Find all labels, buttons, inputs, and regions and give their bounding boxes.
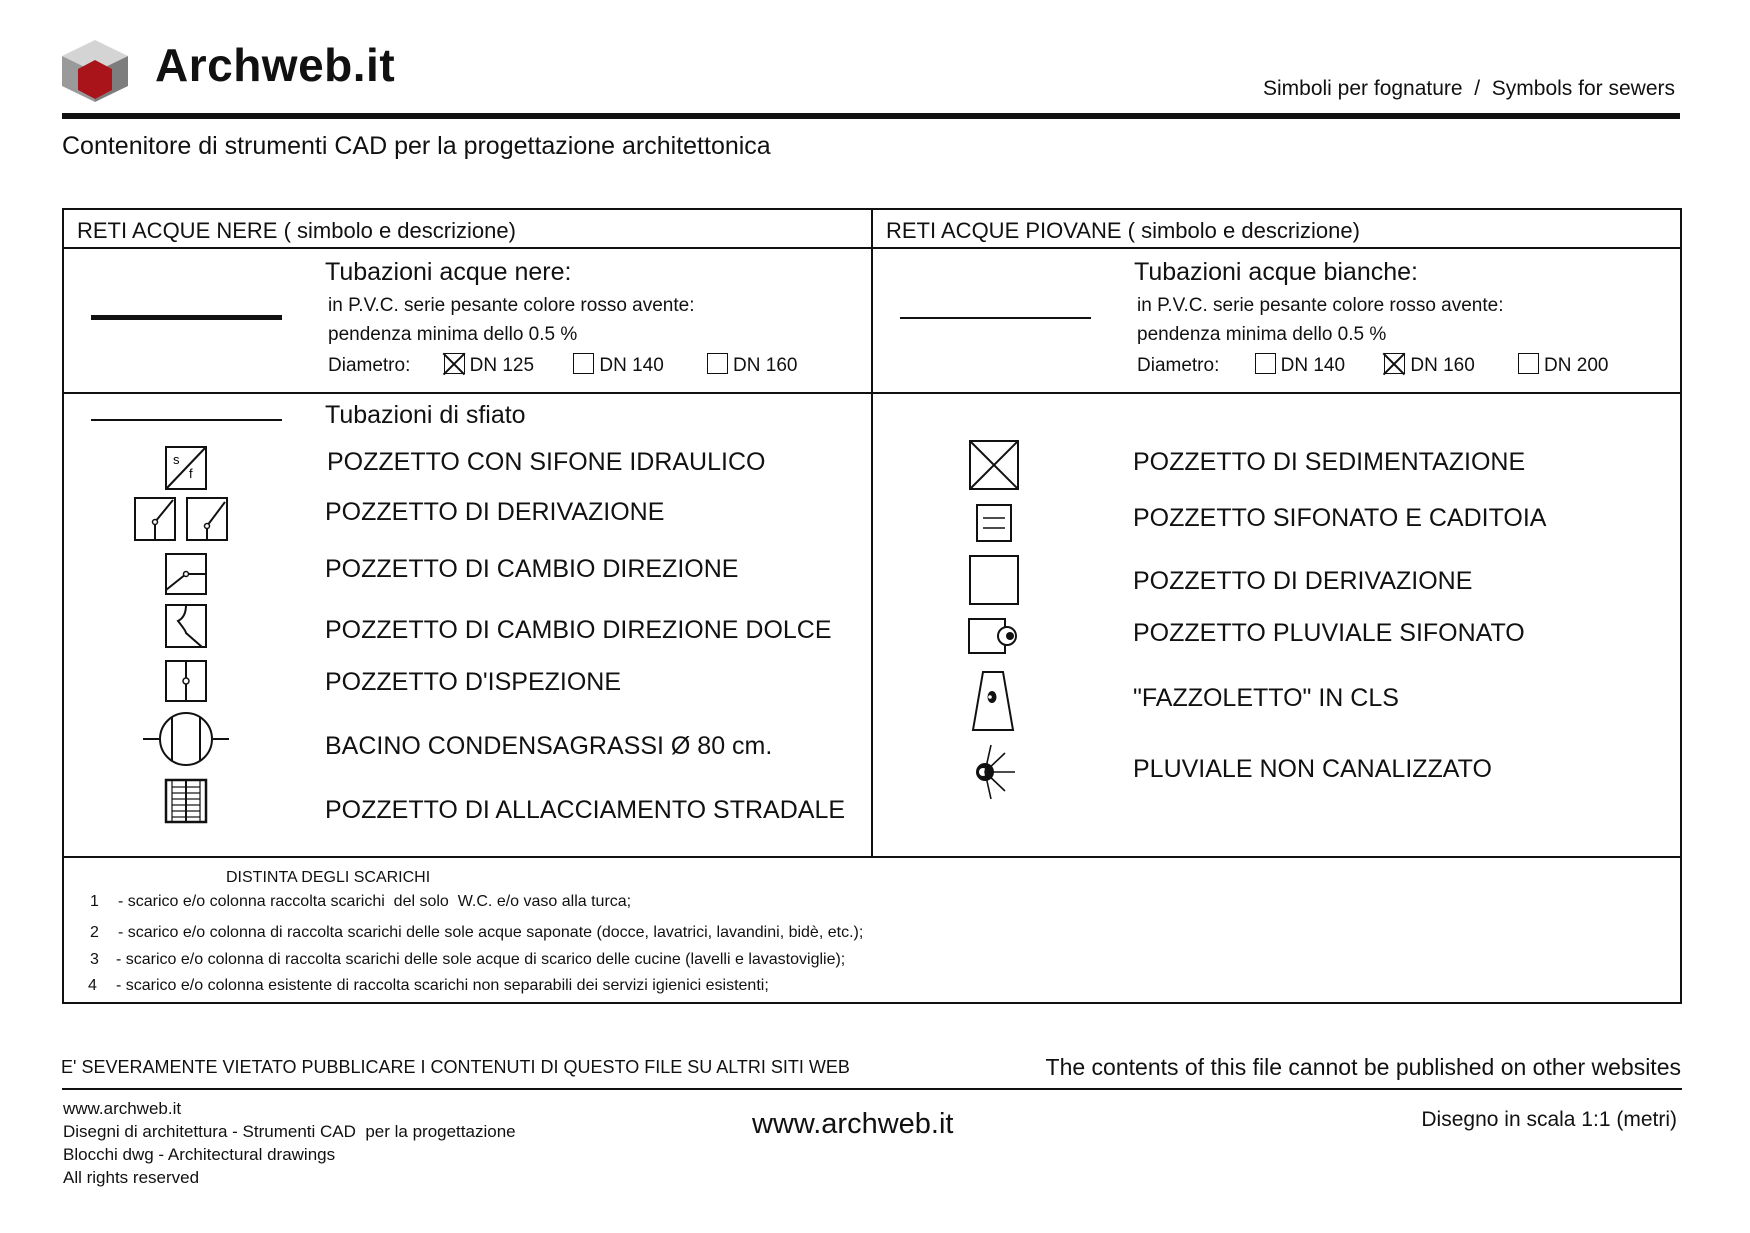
footer-scale: Disegno in scala 1:1 (metri): [1421, 1108, 1677, 1131]
warning-italian: E' SEVERAMENTE VIETATO PUBBLICARE I CONTENUTI DI QUESTO FILE SU ALTRI SITI WEB: [61, 1057, 850, 1077]
left-column-header: RETI ACQUE NERE ( simbolo e descrizione): [77, 218, 516, 243]
footer-line-1: www.archweb.it: [63, 1099, 182, 1118]
checkbox-empty-icon[interactable]: [573, 353, 594, 374]
white-water-pipe-symbol: [900, 317, 1091, 319]
left-option-dn160[interactable]: DN 160: [707, 353, 797, 377]
siphon-manhole-icon: [164, 445, 208, 491]
warning-english: The contents of this file cannot be published on other websites: [1045, 1054, 1681, 1080]
distinta-row-4-text: - scarico e/o colonna esistente di raccolta scarichi non separabili dei servizi igienici esistenti;: [116, 977, 769, 994]
soft-direction-change-manhole-icon: [164, 603, 208, 649]
table-center-divider: [871, 208, 873, 858]
footer-rule: [62, 1088, 1682, 1090]
checkbox-empty-icon[interactable]: [1518, 353, 1539, 374]
left-pipe-line1: in P.V.C. serie pesante colore rosso avente:: [328, 295, 695, 316]
inspection-manhole-icon: [164, 659, 208, 703]
checkbox-empty-icon[interactable]: [707, 353, 728, 374]
rain-branch-manhole-icon: [968, 554, 1020, 606]
table-distinta-divider: [62, 856, 1682, 858]
distinta-row-2-text: - scarico e/o colonna di raccolta scarichi delle sole acque saponate (docce, lavatrici, lavandini, bidè, etc.);: [118, 924, 864, 941]
concrete-splash-label: "FAZZOLETTO" IN CLS: [1133, 684, 1399, 712]
vent-pipe-symbol: [91, 419, 282, 421]
siphon-downpipe-label: POZZETTO PLUVIALE SIFONATO: [1133, 619, 1525, 647]
siphon-drain-icon: [975, 503, 1013, 543]
footer-center-url[interactable]: www.archweb.it: [752, 1108, 954, 1140]
inspection-manhole-label: POZZETTO D'ISPEZIONE: [325, 668, 622, 696]
right-diameter-label: Diametro:: [1137, 355, 1220, 376]
vent-pipe-label: Tubazioni di sfiato: [325, 401, 526, 429]
concrete-splash-block-icon: [971, 670, 1015, 732]
subtitle: Contenitore di strumenti CAD per la progettazione architettonica: [62, 132, 771, 160]
street-connection-manhole-icon: [164, 778, 208, 824]
archweb-logo-icon: [58, 38, 132, 104]
street-connection-label: POZZETTO DI ALLACCIAMENTO STRADALE: [325, 796, 846, 824]
right-column-header: RETI ACQUE PIOVANE ( simbolo e descrizione): [886, 218, 1360, 243]
distinta-row-2-number: 2: [90, 924, 99, 941]
distinta-title: DISTINTA DEGLI SCARICHI: [226, 869, 431, 886]
direction-change-manhole-icon: [164, 552, 208, 596]
footer-line-4: All rights reserved: [63, 1168, 200, 1187]
right-option-dn200[interactable]: DN 200: [1518, 353, 1608, 377]
direction-change-label: POZZETTO DI CAMBIO DIREZIONE: [325, 555, 739, 583]
sedimentation-manhole-icon: [968, 439, 1020, 491]
distinta-row-1-text: - scarico e/o colonna raccolta scarichi del solo W.C. e/o vaso alla turca;: [118, 893, 632, 910]
distinta-row-4-number: 4: [88, 977, 97, 994]
page-title: Simboli per fognature / Symbols for sewers: [1262, 77, 1675, 100]
right-pipe-line2: pendenza minima dello 0.5 %: [1137, 324, 1387, 345]
rain-branch-label: POZZETTO DI DERIVAZIONE: [1133, 567, 1473, 595]
checkbox-checked-icon[interactable]: [1384, 353, 1405, 374]
left-diameter-row: [328, 353, 797, 377]
black-water-pipe-symbol: [91, 315, 282, 320]
siphon-downpipe-manhole-icon: [967, 617, 1019, 655]
right-option-dn160[interactable]: DN 160: [1384, 353, 1474, 377]
branch-manhole-label: POZZETTO DI DERIVAZIONE: [325, 498, 665, 526]
right-pipe-title: Tubazioni acque bianche:: [1134, 258, 1418, 286]
right-diameter-row: [1137, 353, 1608, 377]
left-pipe-line2: pendenza minima dello 0.5 %: [328, 324, 578, 345]
sedimentation-label: POZZETTO DI SEDIMENTAZIONE: [1133, 448, 1526, 476]
table-header-divider: [62, 247, 1682, 249]
brand-name: Archweb.it: [155, 39, 396, 91]
branch-manhole-icon: [133, 496, 231, 542]
siphon-letter-f: f: [189, 466, 193, 481]
checkbox-empty-icon[interactable]: [1255, 353, 1276, 374]
table-pipe-divider: [62, 392, 1682, 394]
header-rule: [62, 113, 1680, 119]
left-diameter-label: Diametro:: [328, 355, 411, 376]
left-pipe-title: Tubazioni acque nere:: [325, 258, 572, 286]
distinta-row-3-text: - scarico e/o colonna di raccolta scarichi delle sole acque di scarico delle cucine (lavelli e lavastoviglie);: [116, 951, 846, 968]
footer-line-3: Blocchi dwg - Architectural drawings: [63, 1145, 336, 1164]
siphon-manhole-label: POZZETTO CON SIFONE IDRAULICO: [327, 448, 766, 476]
distinta-row-1-number: 1: [90, 893, 99, 910]
right-pipe-line1: in P.V.C. serie pesante colore rosso avente:: [1137, 295, 1504, 316]
footer-line-2: Disegni di architettura - Strumenti CAD per la progettazione: [63, 1122, 516, 1141]
right-option-dn140[interactable]: DN 140: [1255, 353, 1345, 377]
siphon-letter-s: s: [173, 452, 180, 467]
open-downpipe-label: PLUVIALE NON CANALIZZATO: [1133, 755, 1492, 783]
left-option-dn125[interactable]: DN 125: [444, 353, 534, 377]
distinta-row-3-number: 3: [90, 951, 99, 968]
grease-trap-icon: [141, 711, 231, 767]
checkbox-checked-icon[interactable]: [444, 353, 465, 374]
left-option-dn140[interactable]: DN 140: [573, 353, 663, 377]
grease-trap-label: BACINO CONDENSAGRASSI Ø 80 cm.: [325, 732, 773, 760]
open-downpipe-icon: [971, 743, 1017, 801]
siphon-drain-label: POZZETTO SIFONATO E CADITOIA: [1133, 504, 1547, 532]
soft-direction-change-label: POZZETTO DI CAMBIO DIREZIONE DOLCE: [325, 616, 832, 644]
